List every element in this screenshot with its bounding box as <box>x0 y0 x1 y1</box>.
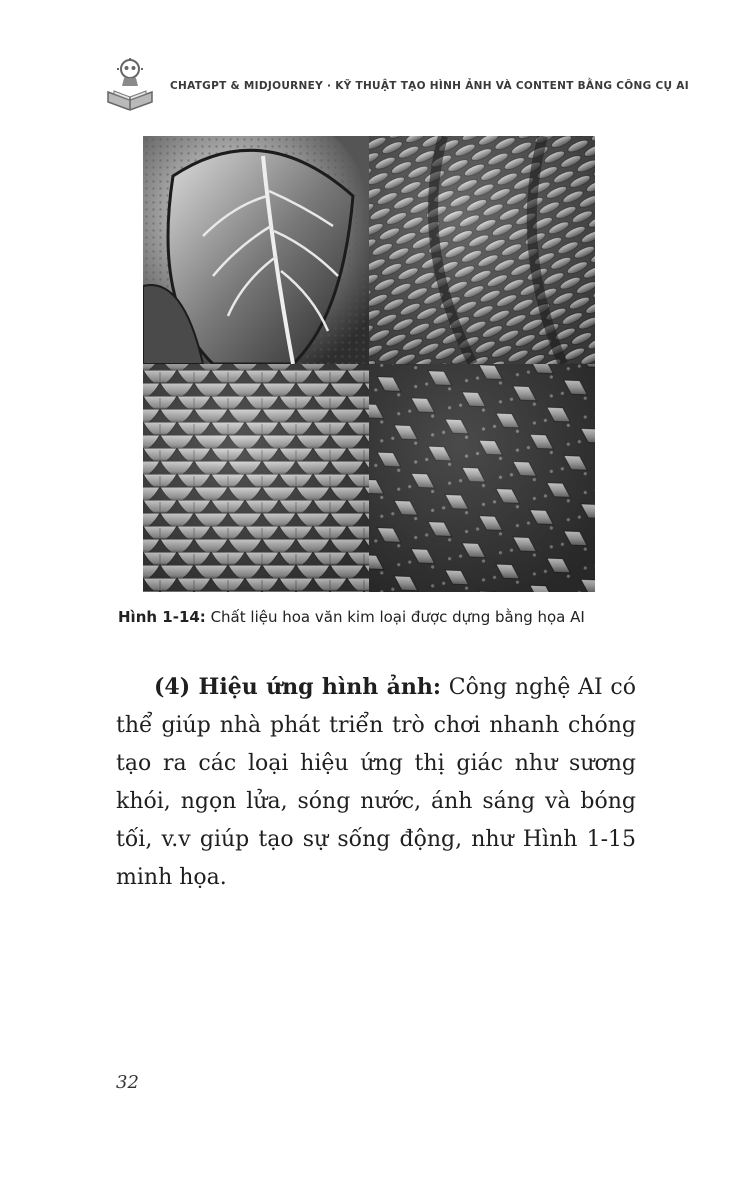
woven-metal-scales-panel <box>369 136 595 364</box>
leaf-embossed-metal-panel <box>143 136 369 364</box>
running-title: CHATGPT & MIDJOURNEY · KỸ THUẬT TẠO HÌNH ẢNH VÀ CONTENT BẰNG CÔNG CỤ AI <box>170 80 689 92</box>
paragraph-text: Công nghệ AI có thể giúp nhà phát triển trò chơi nhanh chóng tạo ra các loại hiệu ứng thị giác như sương khói, ngọn lửa, sóng nước, ánh sáng và bóng tối, v.v giúp tạo sự sống động, như Hình 1-15 minh họa. <box>116 675 636 890</box>
book-robot-icon <box>104 56 156 112</box>
figure-caption <box>118 608 585 626</box>
caption-label: Hình 1-14: <box>118 608 206 626</box>
page-number: 32 <box>116 1072 139 1093</box>
dragon-scales-panel <box>143 364 369 592</box>
caption-text: Chất liệu hoa văn kim loại được dựng bằng họa AI <box>205 608 585 626</box>
diamond-spikes-panel <box>369 364 595 592</box>
body-paragraph <box>116 668 636 897</box>
paragraph-lead: (4) Hiệu ứng hình ảnh: <box>154 674 442 700</box>
page-header <box>104 56 704 116</box>
figure-1-14 <box>143 136 595 592</box>
